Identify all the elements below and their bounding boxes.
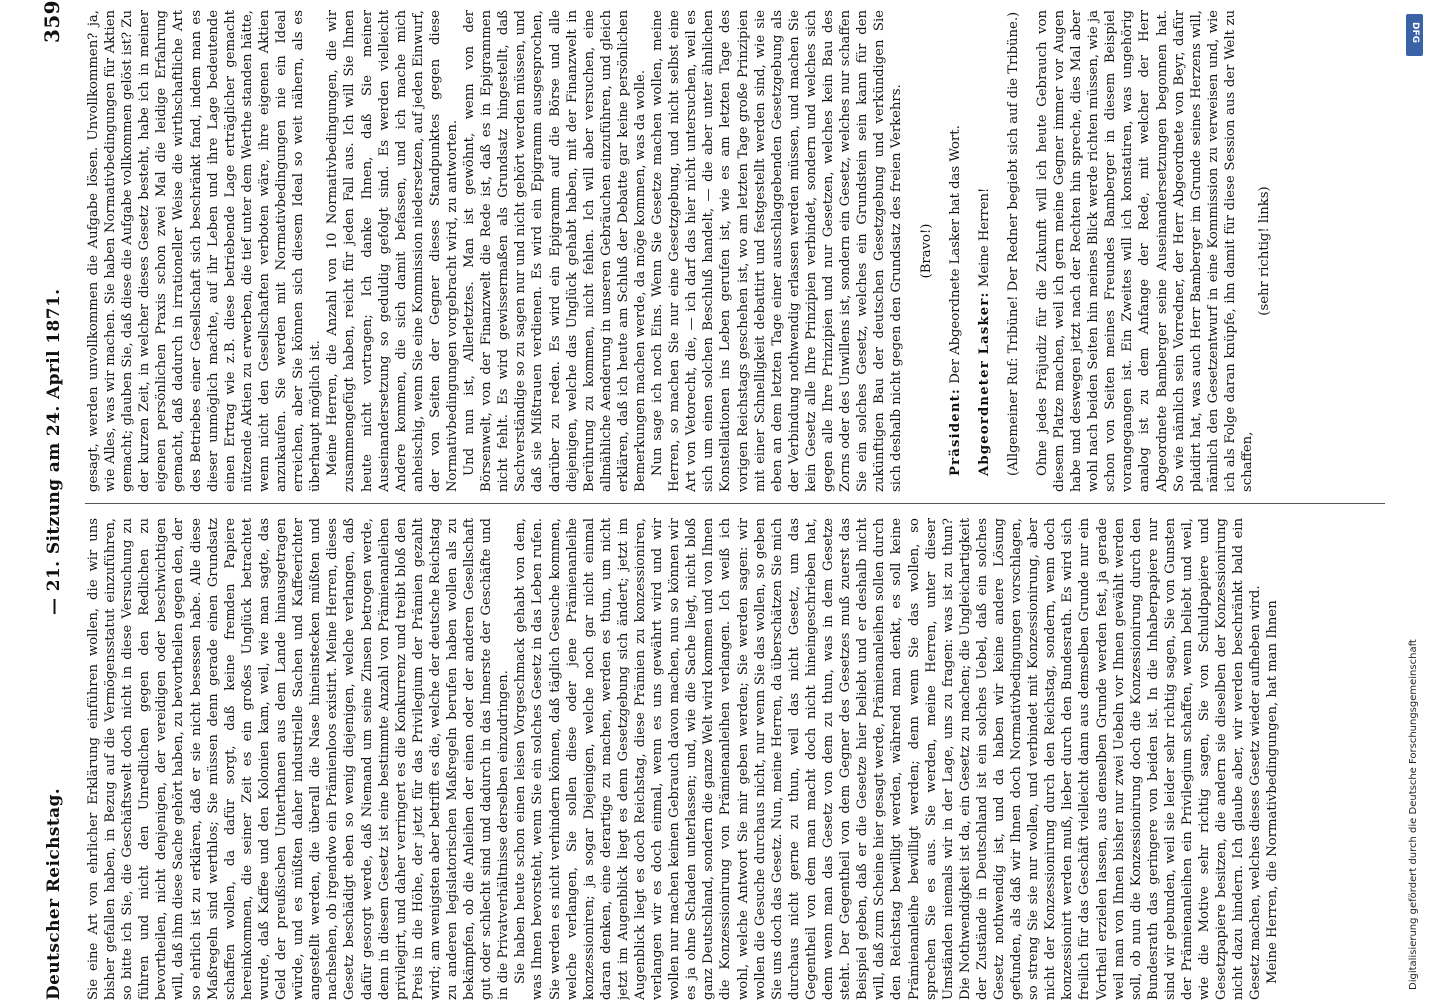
president-statement (947, 10, 964, 492)
interjection: (Allgemeiner Ruf: Tribüne! Der Redner begiebt sich auf die Tribüne.) (1005, 11, 1021, 476)
digitization-credit (1402, 0, 1428, 1000)
lasker-statement (976, 10, 993, 492)
dfg-logo-text: DFG (1410, 22, 1420, 44)
paragraph: Und nun ist, Allerletztes. Man ist gewöhnt, wenn von der Börsenwelt, von der Finanzwelt die Rede ist, daß es in Epigrammen nicht fehlt. Es wird gewissermaßen als Grundsatz hingestellt, daß Sachverständige so zu sagen nur und nicht gehört werden müssen, und daß sie Mißtrauen verdienen. Es wird ein Epigramm ausgesprochen, darüber zu reden. Es wird ein Epigramm auf die Börse und alle diejenigen, welche das Unglück gehabt haben, mit der Finanzwelt in Berührung zu kommen, nicht fehlen. Ich will aber versuchen, eine allmähliche Aenderung in unseren Gebräuchen einzuführen, und gleich erklären, daß ich heute am Schluß der Debatte gar keine persönlichen Bemerkungen machen werde, da möge kommen, was da wolle. (462, 10, 648, 492)
page-number: 359 (40, 0, 64, 43)
paragraph: Sie eine Art von ehrlicher Erklärung einführen wollen, die wir uns bisher gefallen haben, in Bezug auf die Vermögensstatut einzuführen, so bitte ich Sie, die Geschäftswelt doch nicht in diese Versuchung zu führen und nicht den Unredlichen gegen den Redlichen zu bevortheilen, nicht denjenigen, der vereidigen oder beschwichtigen will, daß ihm diese Sache gehört haben, zu bevortheilen gegen den, der so ehrlich ist zu erklären, daß er sie nicht besessen habe. Alle diese Maßregeln sind werthlos; Sie müssen denn gerade einen Grundsatz schaffen wollen, da dafür sorgt, daß keine fremden Papiere hereinkommen, die seiner Zeit es ein großes Unglück betrachtet wurde, daß Kaffee und den Kolonien kam, weil, wie man sagte, das Geld der preußischen Unterthanen aus dem Lande hinausgetragen würde, und es müßten daher industrielle Sachen und Kaffeerichter angestellt werden, die überall die Nase hineinstecken müßten und nachsehen, ob irgendwo ein Prämienloos existirt. Meine Herren, dieses Gesetz beschädigt eben so wenig diejenigen, welche verlangen, daß dafür gesorgt werde, daß Niemand um seine Zinsen betrogen werde, denn in diesem Gesetz ist eine bestimmte Anzahl von Prämienanleihen privilegirt, und daher verringert es die Konkurrenz und treibt bloß den Preis in die Höhe, der jetzt für das Privilegium der Prämien gezahlt wird; am wenigsten aber betrifft es die, welche der deutsche Reichstag zu anderen legislatorischen Maßregeln berufen haben wollen als zu bekämpfen, ob die Anleihen der einen oder der anderen Gesellschaft gut oder schlecht sind und dadurch in das Innerste der Geschäfte und in die Privatverhältnisse derselben einzudringen. (86, 518, 512, 1000)
dfg-logo (1406, 14, 1423, 56)
publication-title: Deutscher Reichstag. (44, 787, 64, 1000)
paragraph: Meine Herren, die Normativbedingungen, hat man Ihnen (1265, 600, 1281, 984)
paragraph: Nun sage ich noch Eins. Wenn Sie Gesetze machen wollen, meine Herren, so machen Sie nur eine Gesetzgebung, und nicht selbst eine Art von Vetorecht, die, — ich darf das hier nicht untersuchen, weil es sich um einen solchen Beschluß handelt, — die aber unter ähnlichen Konstellationen ins Leben gerufen ist, wie es am letzten Tage des vorigen Reichstags geschehen ist, wo am letzten Tage große Prinzipien mit einer Schnelligkeit debattirt und festgestellt werden sind, wie sie eben an dem letzten Tage einer ausschlaggebenden Gesetzgebung als der Verbindung nothwendig erlassen werden müssen, und machen Sie kein Gesetz alle Ihre Prinzipien verbindet, sondern und welches sich gegen alle Ihre Prinzipien und nur Gesetzen, welches kein Bau des Zorns oder des Unwillens ist, sondern ein Gesetz, welches nur schaffen Sie ein solches Gesetz, welches ein Grundstein sein kann für den zukünftigen Bau der deutschen Gesetzgebung und verkündigen Sie sich deshalb nicht gegen den Grundsatz des freien Verkehrs. (650, 10, 905, 492)
applause-note: (Bravo!) (918, 223, 934, 279)
session-date: — 21. Sitzung am 24. April 1871. (44, 288, 64, 615)
paragraph: gesagt, werden unvollkommen die Aufgabe lösen. Unvollkommen? ja, wie Alles, was wir machen. Sie haben Normativbedingungen für Aktien gemacht; glauben Sie, daß diese die Aufgabe vollkommen gelöst ist? Zu der kurzen Zeit, in welcher dieses Gesetz besteht, habe ich in meiner eigenen persönlichen Praxis schon zwei Mal die leidige Erfahrung gemacht, daß dadurch in irrationeller Weise die wirthschaftliche Art des Betriebes einer Gesellschaft sich beschränkt fand, indem man es dieser unmöglich machte, auf ihr Leben und ihre Lage bedeutende einen Ertrag wie z.B. diese betriebende Lage erträglicher gemacht nützende Aktien zu erwerben, die tief unter dem Werthe standen hätte, wenn nicht den Gesellschaften verboten wäre, ihre eigenen Aktien anzukaufen. Sie werden mit Normativbedingungen nie ein Ideal erreichen, aber Sie können sich diesem Ideal so weit nähern, als es überhaupt möglich ist. (86, 10, 324, 492)
speaker-label: Abgeordneter Lasker: (976, 291, 992, 476)
credit-text: Digitalisierung gefördert durch die Deutsche Forschungsgemeinschaft (1408, 639, 1419, 990)
paragraph: Ohne jedes Präjudiz für die Zukunft will ich heute Gebrauch von diesem Platze machen, weil ich gern meine Gegner immer vor Augen habe und deswegen jetzt nach der Rechten hin spreche, dies Mal aber wohl nach beiden Seiten hin meines Blick werde richten müssen, wie ja schon von Seiten meines Freundes Bamberger in diesem Beispiel vorangegangen ist. Ein Zweites will ich konstatiren, was ungehörig analog ist zu dem Anfange der Rede, mit welcher der Herr Abgeordnete Bamberger seine Auseinandersetzungen begonnen hat. So wie nämlich sein Vorredner, der Herr Abgeordnete von Beyr, dafür plaidirt hat, was auch Herr Bamberger im Grunde seines Herzens will, nämlich den Gesetzentwurf in eine Kommission zu verweisen und, wie ich als Folge daran knüpfe, ihn damit für diese Session aus der Welt zu schaffen, (1034, 10, 1255, 492)
page-header (38, 0, 72, 1000)
speaker-text: Der Abgeordnete Lasker hat das Wort. (947, 125, 963, 384)
reaction-note: (sehr richtig! links) (1257, 186, 1273, 316)
paragraph: Sie haben heute schon einen leisen Vorgeschmack gehabt von dem, was Ihnen bevorsteht, wenn Sie ein solches Gesetz in das Leben rufen. Sie werden es nicht verhindern können, daß täglich Gesuche kommen, welche verlangen, Sie sollen diese oder jene Prämienanleihe konzessioniren; ja sogar Diejenigen, welche noch gar nicht einmal daran denken, eine derartige zu machen, werden es thun, um nicht jetzt im Augenblick liegt es denn Gesetzgebung sich ändert; jetzt im Augenblick liegt es doch Reichstag, diese Prämien zu konzessioniren, verlangen wir es doch einmal, wenn es uns gewährt wird und wir wollen nur machen keinen Gebrauch davon machen, nun so können wir es ja ohne Schaden unterlassen; und, wie die Sache liegt, nicht bloß ganz Deutschland, sondern die ganze Welt wird kommen und von Ihnen die Konzessionirung von Prämienanleihen verlangen. Ich weiß ich wohl, welche Antwort Sie mir geben werden; Sie werden sagen: wir wollen die Gesuche durchaus nicht, nur wenn Sie das wollen, so geben Sie uns doch das Gesetz. Nun, meine Herren, da überschätzen Sie mich durchaus nicht gerne zu thun, weil das nicht Gesetz, um das Gegentheil von dem man macht doch nicht hineingeschrieben hat, denn wenn man das Gesetz von dem zu thun, was in dem Gesetze steht. Der Gegentheil von dem Gegner des Gesetzes muß zuerst das Beispiel geben, daß er die Gesetze hier beliebt und er deshalb nicht will, daß zum Scheine hier gesagt werde, Prämienanleihen sollen durch den Reichstag bewilligt werden, während man denkt, es soll keine Prämienanleihe bewilligt werden; denn wenn Sie das wollen, so sprechen Sie es aus. Sie werden, meine Herren, unter dieser Umständen niemals wir in der Lage, uns zu fragen: was ist zu thun? Die Nothwendigkeit ist da, ein Gesetz zu machen; die Ungleichartigkeit der Zustände in Deutschland ist ein solches Uebel, daß ein solches Gesetz nothwendig ist, und da haben wir keine andere Lösung gefunden, als daß wir Ihnen doch Normativbedingungen vorschlagen, so streng Sie sie nur wollen, und verbindet mit Konzessionirung, aber nicht der Konzessionirung durch den Reichstag, sondern, wenn doch konzessionirt werden muß, lieber durch den Bundesrath. Es wird sich freilich für das Geschäft vielleicht dann aus demselben Grunde nur ein Vortheil erzielen lassen, aus denselben Grunde werden fest, ja gerade weil man von Ihnen bisher nur zwei Uebeln vor Ihnen gewählt werden soll, ob nun die Konzessionirung doch die Konzessionirung durch den Bundesrath das geringere von beiden ist. In die Inhaberpapiere nur sind wir gebunden, weil sie leider sehr richtig sagen, Sie von Gunsten der Prämienanleihen ein Privilegium schaffen, wenn beliebt und weil, wie die Motive sehr richtig sagen, Sie von Schuldpapiere und Gesetzpapiere besitzen, die andern sie dieselben der Konzessionirung nicht dazu hindern. Ich glaube aber, wir werden beschränkt bald ein Gesetz machen, welches dieses Gesetz wieder aufheben wird. (513, 518, 1264, 1000)
right-text-column (85, 10, 1385, 492)
column-divider (85, 503, 1385, 504)
left-text-column (85, 518, 1385, 1000)
speaker-label: Präsident: (947, 387, 963, 476)
speaker-text: Meine Herren! (976, 187, 992, 288)
paragraph: Meine Herren, die Anzahl von 10 Normativbedingungen, die wir zusammengefügt haben, reicht für jeden Fall aus. Ich will Sie Ihnen heute nicht vortragen; Ich danke Ihnen, daß Sie meiner Auseinandersetzung so geduldig gefolgt sind. Es werden vielleicht Andere kommen, die sich damit befassen, und ich mache mich anheischig, wenn Sie eine Kommission niedersetzen, auf jeden Einwurf, der von Seiten der Gegner dieses Standpunktes gegen diese Normativbedingungen vorgebracht wird, zu antworten. (325, 10, 460, 492)
